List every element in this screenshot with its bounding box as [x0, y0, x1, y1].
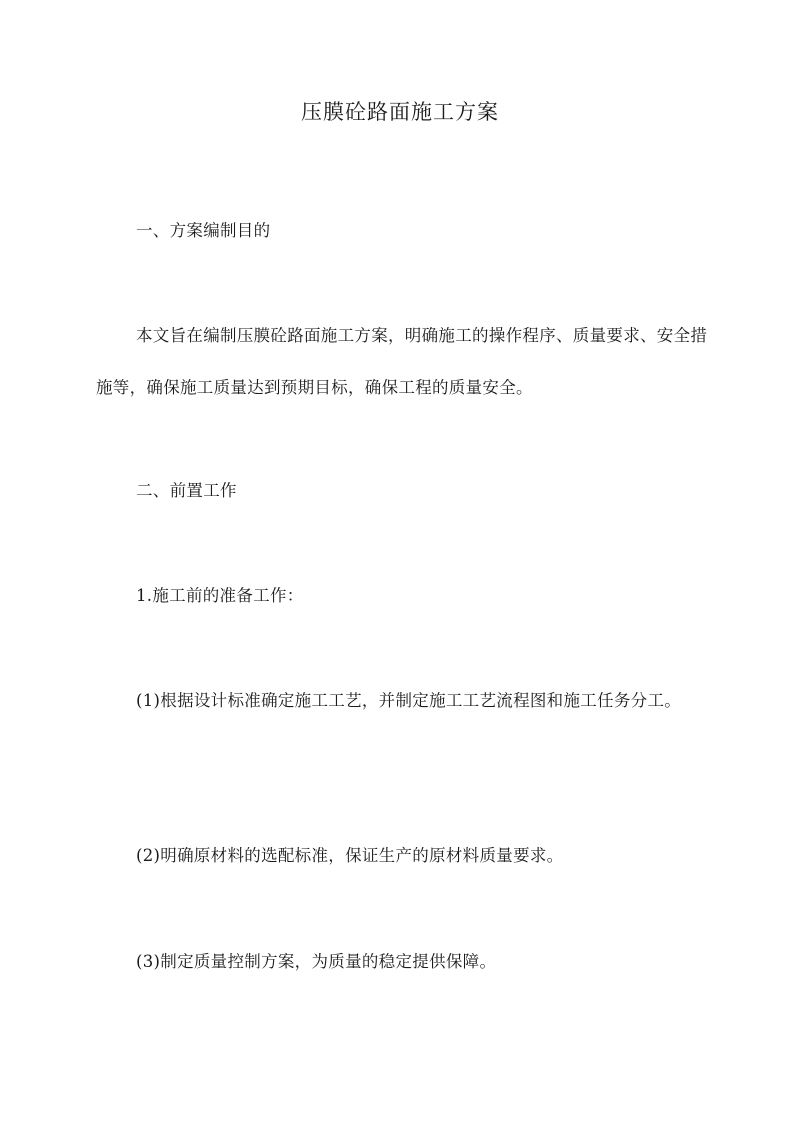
subsection-1-heading: 1.施工前的准备工作： [136, 586, 304, 605]
list-item-3: (3)制定质量控制方案，为质量的稳定提供保障。 [136, 952, 497, 971]
document-title: 压膜砼路面施工方案 [301, 100, 499, 124]
list-item-1: (1)根据设计标准确定施工工艺，并制定施工工艺流程图和施工任务分工。 [136, 691, 682, 710]
section-1-paragraph: 本文旨在编制压膜砼路面施工方案，明确施工的操作程序、质量要求、安全措施等，确保施工质量达到预期目标，确保工程的质量安全。 [96, 326, 708, 397]
section-2-heading: 二、前置工作 [136, 481, 237, 500]
section-1-heading: 一、方案编制目的 [136, 221, 271, 240]
list-item-2: (2)明确原材料的选配标准，保证生产的原材料质量要求。 [136, 846, 564, 865]
